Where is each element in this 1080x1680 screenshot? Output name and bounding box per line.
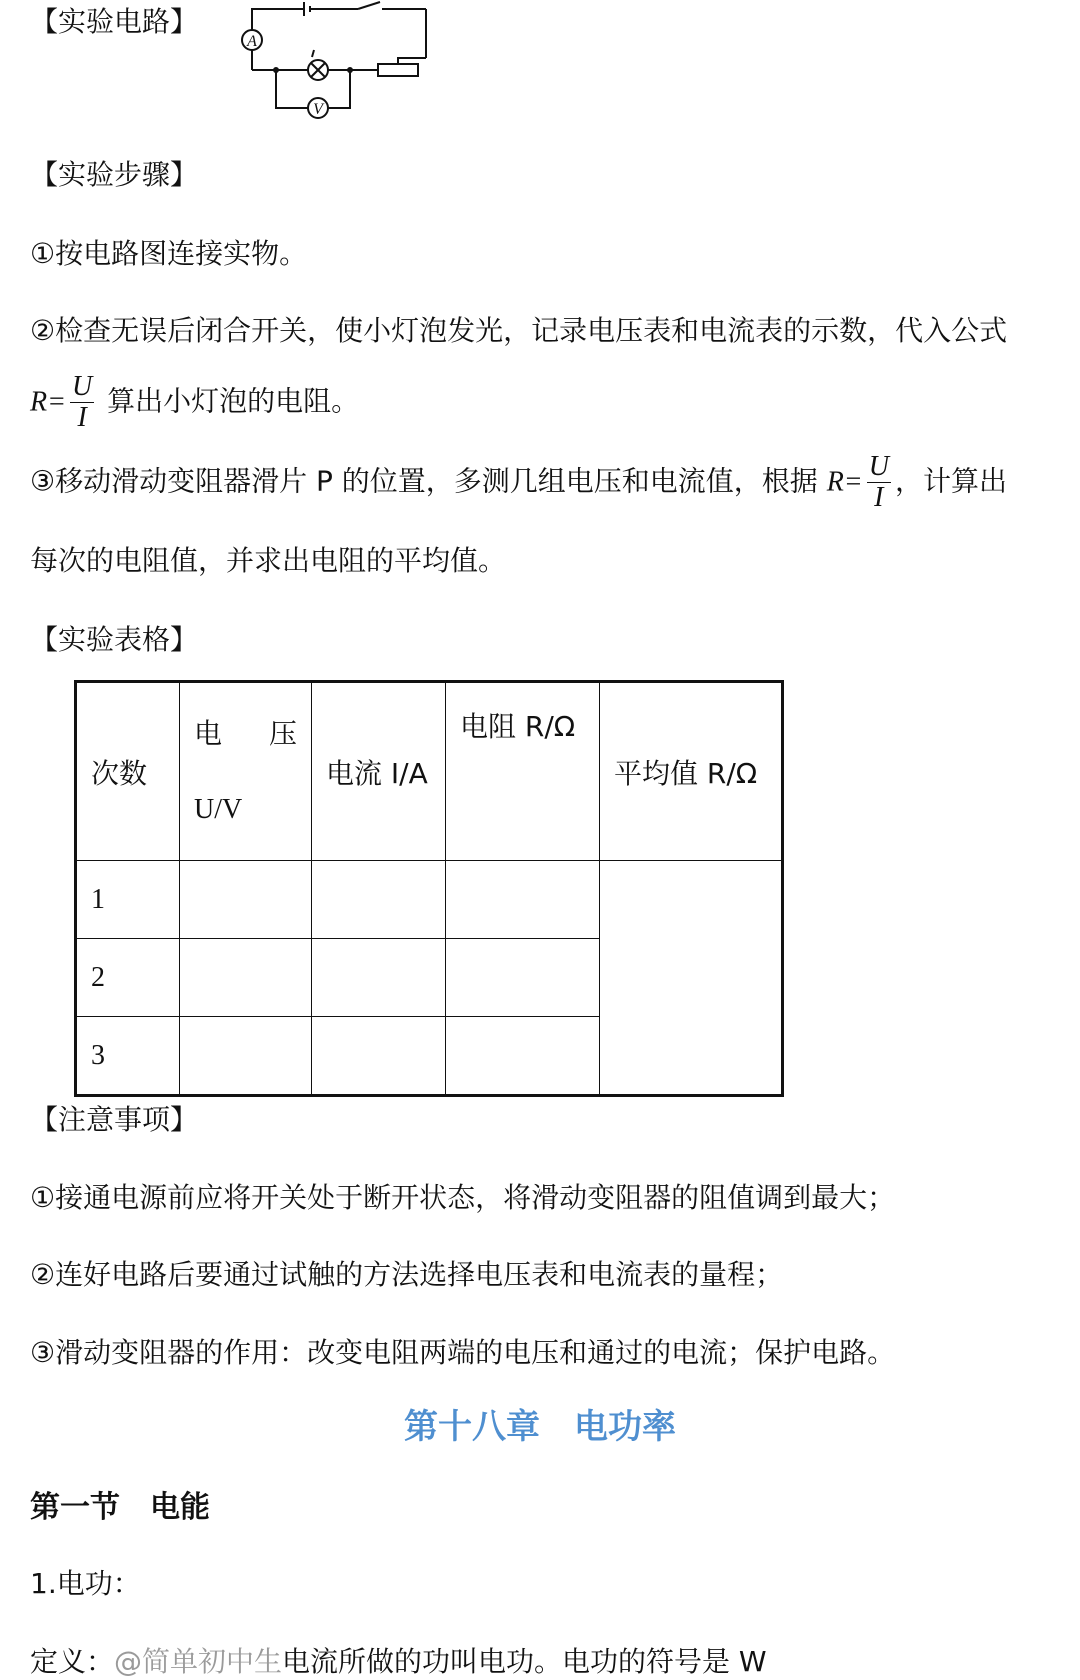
voltmeter-label: V [313,101,323,118]
step-3 [30,452,1007,513]
formula-lhs: R= [30,386,66,418]
watermark: @简单初中生 [114,1645,283,1678]
table-cell [312,861,446,939]
col-current-header [312,682,446,861]
circuit-heading: 【实验电路】 [30,5,199,38]
col-resistance-label: 电阻 R/Ω [460,710,576,743]
item-1: 1.电功： [30,1567,141,1600]
ammeter-label: A [247,33,257,50]
col-voltage-header [180,682,312,861]
formula-lhs-2: R= [826,466,863,498]
table-cell [446,861,600,939]
experiment-table [74,680,784,1097]
col-count-label: 次数 [91,756,148,790]
note-3: ③滑动变阻器的作用：改变电阻两端的电压和通过的电流；保护电路。 [30,1336,896,1369]
col-count-header [76,682,180,861]
table-cell [312,939,446,1017]
table-cell [180,939,312,1017]
note-1: ①接通电源前应将开关处于断开状态，将滑动变阻器的阻值调到最大； [30,1181,896,1214]
notes-heading: 【注意事项】 [30,1103,199,1136]
step-2-formula-line [30,372,359,433]
circuit-diagram [230,0,430,125]
table-cell [446,939,600,1017]
col-resistance-header [446,682,600,861]
col-voltage-a: 电 [194,716,223,750]
step-3-continued: 每次的电阻值，并求出电阻的平均值。 [30,544,507,577]
step-3-post: ，计算出 [894,464,1007,498]
formula-denominator: I [77,402,87,433]
table-cell [180,1017,312,1096]
row-number: 1 [76,861,180,939]
row-number: 3 [76,1017,180,1096]
chapter-title: 第十八章 电功率 [404,1407,676,1447]
formula-numerator-2: U [868,451,889,482]
table-heading: 【实验表格】 [30,623,199,656]
step-2: ②检查无误后闭合开关，使小灯泡发光，记录电压表和电流表的示数，代入公式 [30,314,1008,347]
table-header-row [76,682,783,861]
table-cell [180,861,312,939]
steps-heading: 【实验步骤】 [30,158,199,191]
step-2-rest: 算出小灯泡的电阻。 [107,384,360,418]
row-number: 2 [76,939,180,1017]
formula-denominator-2: I [874,482,884,513]
formula-numerator: U [72,371,93,402]
formula-fraction-2 [867,452,891,513]
definition-line [30,1644,767,1680]
col-average-header [600,682,783,861]
col-voltage-unit: U/V [194,793,243,825]
average-cell [600,861,783,1096]
section-title: 第一节 电能 [30,1490,210,1525]
formula-fraction [70,372,94,433]
note-2: ②连好电路后要通过试触的方法选择电压表和电流表的量程； [30,1258,784,1291]
step-3-pre: ③移动滑动变阻器滑片 P 的位置，多测几组电压和电流值，根据 [30,464,818,498]
col-voltage-b: 压 [268,716,297,750]
table-cell [312,1017,446,1096]
col-average-label: 平均值 R/Ω [614,756,758,790]
table-cell [446,1017,600,1096]
table-row [76,861,783,939]
step-1: ①按电路图连接实物。 [30,237,308,270]
definition-text: 电流所做的功叫电功。电功的符号是 W [282,1645,767,1678]
col-current-label: 电流 I/A [326,756,428,790]
definition-label: 定义： [30,1645,115,1678]
